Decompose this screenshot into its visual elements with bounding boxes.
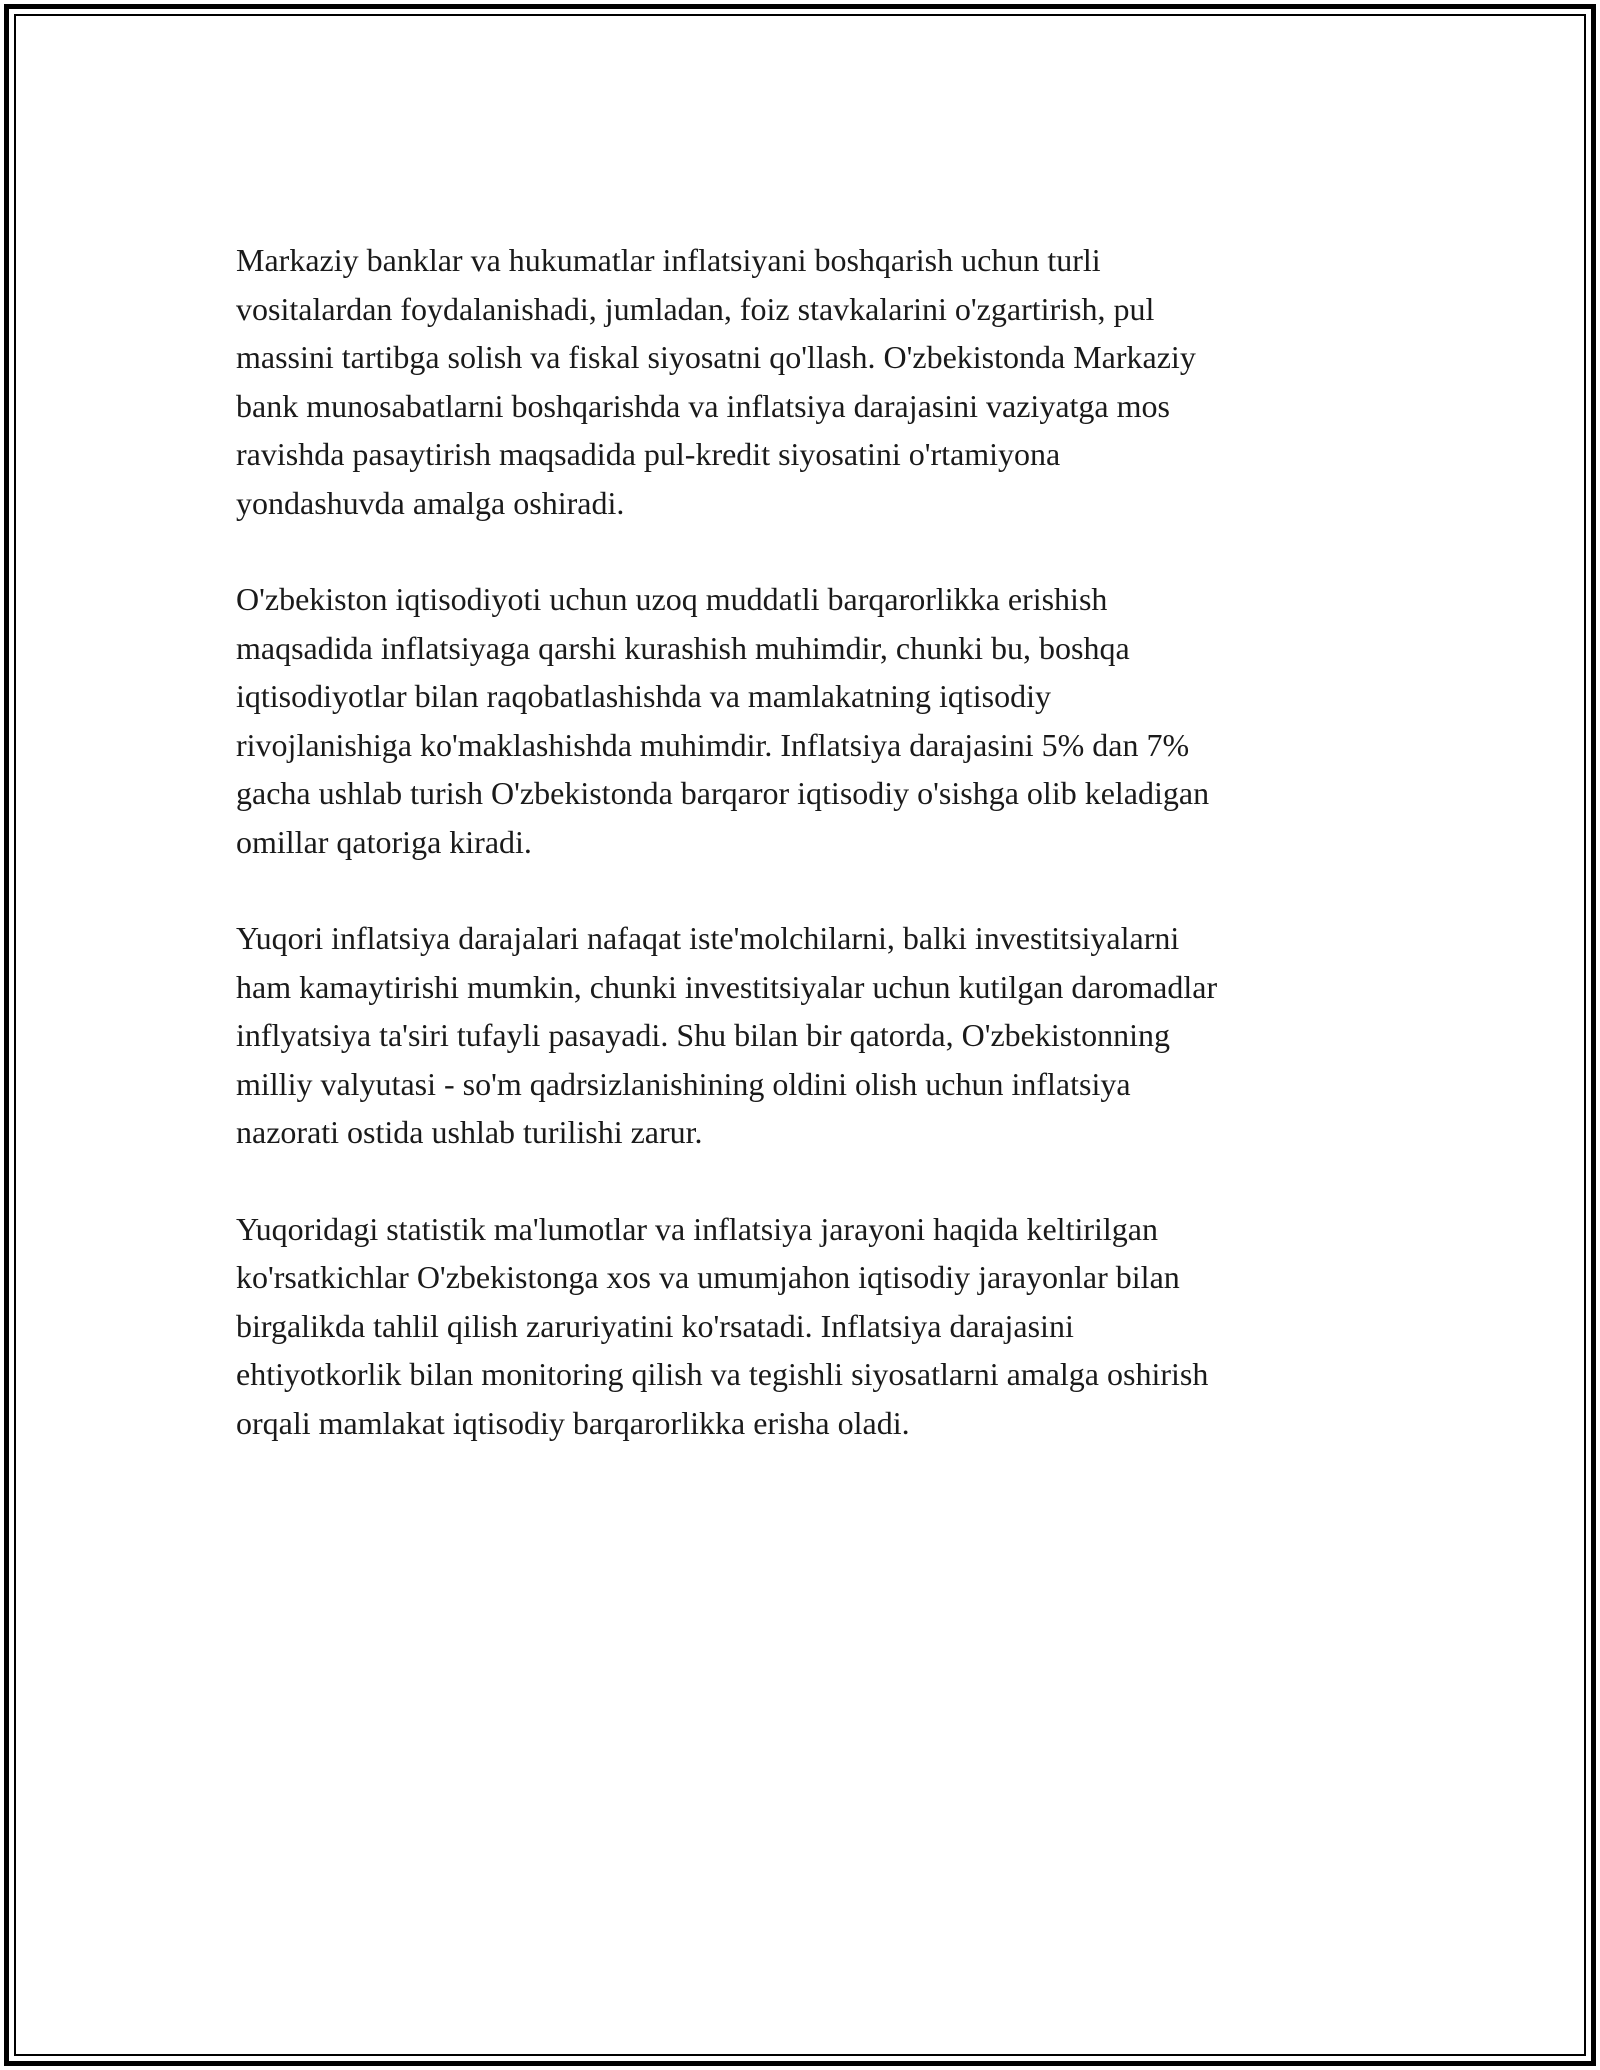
- paragraph-3: Yuqori inflatsiya darajalari nafaqat iste'molchilarni, balki investitsiyalarni ham kamaytirishi mumkin, chunki investitsiyalar uchun kutilgan daromadlar inflyatsiya ta'siri tufayli pasayadi. Shu bilan bir qatorda, O'zbekistonning milliy valyutasi - so'm qadrsizlanishining oldini olish uchun inflatsiya nazorati ostida ushlab turilishi zarur.: [236, 920, 1218, 1150]
- paragraph-2: O'zbekiston iqtisodiyoti uchun uzoq muddatli barqarorlikka erishish maqsadida inflatsiyaga qarshi kurashish muhimdir, chunki bu, boshqa iqtisodiyotlar bilan raqobatlashishda va mamlakatning iqtisodiy rivojlanishiga ko'maklashishda muhimdir. Inflatsiya darajasini 5% dan 7% gacha ushlab turish O'zbekistonda barqaror iqtisodiy o'sishga olib keladigan omillar qatoriga kiradi.: [236, 581, 1210, 860]
- paragraph-1: Markaziy banklar va hukumatlar inflatsiyani boshqarish uchun turli vositalardan foydalanishadi, jumladan, foiz stavkalarini o'zgartirish, pul massini tartibga solish va fiskal siyosatni qo'llash. O'zbekistonda Markaziy bank munosabatlarni boshqarishda va inflatsiya darajasini vaziyatga mos ravishda pasaytirish maqsadida pul-kredit siyosatini o'rtamiyona yondashuvda amalga oshiradi.: [236, 242, 1196, 521]
- document-body: [236, 236, 1366, 1495]
- paragraph-4: Yuqoridagi statistik ma'lumotlar va inflatsiya jarayoni haqida keltirilgan ko'rsatkichlar O'zbekistonga xos va umumjahon iqtisodiy jarayonlar bilan birgalikda tahlil qilish zaruriyatini ko'rsatadi. Inflatsiya darajasini ehtiyotkorlik bilan monitoring qilish va tegishli siyosatlarni amalga oshirish orqali mamlakat iqtisodiy barqarorlikka erisha oladi.: [236, 1210, 1209, 1441]
